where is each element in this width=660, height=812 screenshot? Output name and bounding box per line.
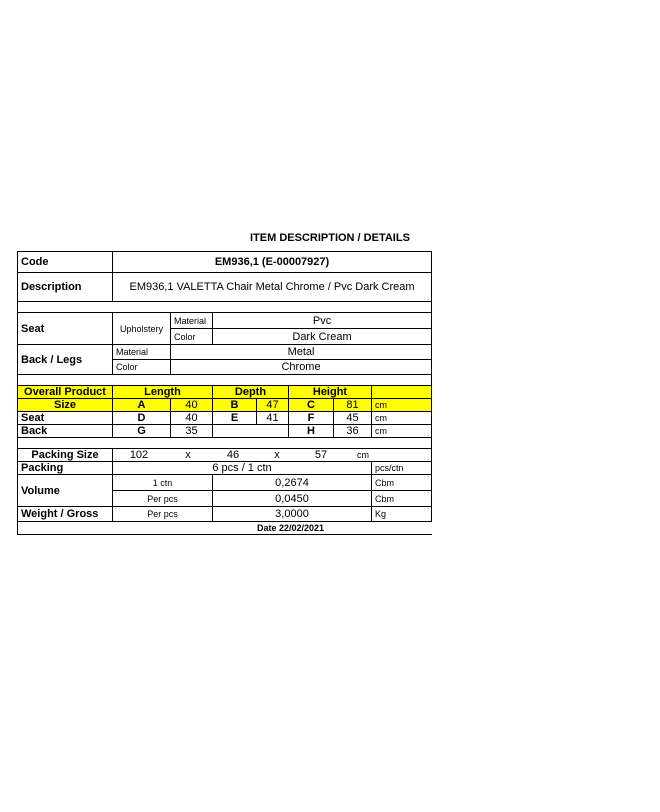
back-material-row [18,345,432,360]
date-text: Date 22/02/2021 [113,522,432,535]
dim-letter-e: E [213,412,257,425]
document-title: ITEM DESCRIPTION / DETAILS [250,232,410,244]
weight-row [18,507,432,522]
dim-value-a: 40 [171,399,213,412]
dim-letter-d: D [113,412,171,425]
volume-pcs-unit: Cbm [372,491,432,507]
dim-row-label: Back [18,425,113,438]
volume-pcs-value: 0,0450 [213,491,372,507]
packing-row [18,462,432,475]
dim-value-c: 81 [334,399,372,412]
spacer-row [18,375,432,386]
packing-size-row [18,449,432,462]
item-details-sheet [17,251,431,535]
dim-value-f: 45 [334,412,372,425]
seat-material-label: Material [171,313,213,329]
packing-unit: pcs/ctn [372,462,432,475]
dim-value-b: 47 [257,399,289,412]
volume-ctn-label: 1 ctn [113,475,213,491]
dim-letter-h: H [289,425,334,438]
back-material-label: Material [113,345,171,360]
seat-material-value: Pvc [213,313,432,329]
dim-value-e: 41 [257,412,289,425]
weight-value: 3,0000 [213,507,372,522]
dim-letter-f: F [289,412,334,425]
packing-x1: x [185,449,191,461]
volume-pcs-label: Per pcs [113,491,213,507]
spacer-row [18,438,432,449]
dim-row-label: Seat [18,412,113,425]
code-value: EM936,1 (E-00007927) [113,252,432,273]
code-label: Code [18,252,113,273]
packing-height: 57 [314,449,328,461]
date-row [18,522,432,535]
dim-value-h: 36 [334,425,372,438]
overall-size-label-2: Size [18,399,113,412]
seat-group: Upholstery [113,313,171,345]
code-row [18,252,432,273]
description-label: Description [18,273,113,302]
dim-unit: cm [372,412,432,425]
back-legs-label: Back / Legs [18,345,113,375]
seat-color-label: Color [171,329,213,345]
back-color-value: Chrome [171,360,432,375]
packing-length: 102 [129,449,149,461]
seat-color-value: Dark Cream [213,329,432,345]
packing-x2: x [274,449,280,461]
seat-material-row [18,313,432,329]
volume-ctn-value: 0,2674 [213,475,372,491]
spacer-row [18,302,432,313]
volume-ctn-unit: Cbm [372,475,432,491]
details-table [17,251,432,535]
description-row [18,273,432,302]
description-value: EM936,1 VALETTA Chair Metal Chrome / Pvc Dark Cream [113,273,432,302]
packing-label: Packing [18,462,113,475]
back-color-label: Color [113,360,171,375]
length-header: Length [113,386,213,399]
dim-unit: cm [372,425,432,438]
overall-size-label-1: Overall Product [18,386,113,399]
dimensions-row-seat [18,412,432,425]
dim-value-g: 35 [171,425,213,438]
dimensions-row-overall [18,399,432,412]
dim-unit: cm [372,399,432,412]
depth-header: Depth [213,386,289,399]
packing-value: 6 pcs / 1 ctn [113,462,372,475]
height-header: Height [289,386,372,399]
volume-label: Volume [18,475,113,507]
packing-size-unit: cm [357,450,369,460]
weight-unit: Kg [372,507,432,522]
weight-label: Weight / Gross [18,507,113,522]
weight-sub: Per pcs [113,507,213,522]
dim-value-d: 40 [171,412,213,425]
dim-letter-a: A [113,399,171,412]
dim-letter-b: B [213,399,257,412]
dim-empty [213,425,289,438]
seat-label: Seat [18,313,113,345]
dim-letter-c: C [289,399,334,412]
packing-width: 46 [226,449,240,461]
dim-letter-g: G [113,425,171,438]
packing-size-label: Packing Size [18,449,113,462]
volume-row-ctn [18,475,432,491]
back-material-value: Metal [171,345,432,360]
dimensions-row-back [18,425,432,438]
dimensions-header-row [18,386,432,399]
